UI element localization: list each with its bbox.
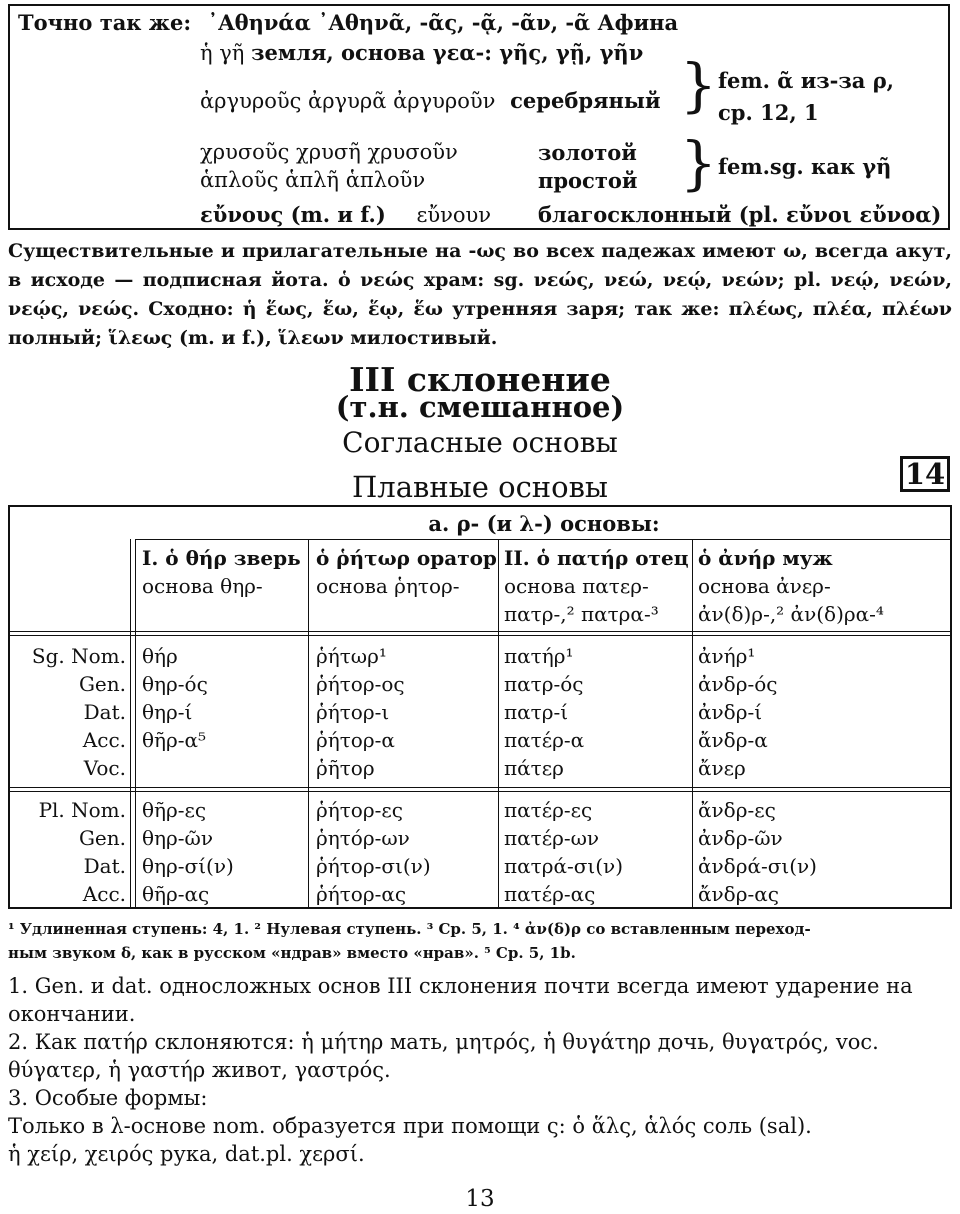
footnote-line: ¹ Удлиненная ступень: 4, 1. ² Нулевая ступень. ³ Ср. 5, 1. ⁴ ἀν(δ)ρ со вставленным переход- (8, 920, 811, 938)
ge-word: ἡ γῆ (200, 41, 245, 65)
row-label: Voc. (83, 756, 126, 780)
section-subtitle: (т.н. смешанное) (335, 390, 625, 424)
declension-table (8, 505, 952, 909)
form-cell: θῆρ-ας (142, 882, 210, 906)
column-divider (308, 539, 309, 907)
form-cell: ῥήτορ-σι(ν) (316, 854, 431, 878)
row-label: Acc. (82, 882, 126, 906)
haplous-note: fem.sg. как γῆ (718, 154, 892, 179)
note-3: 3. Особые формы: (8, 1086, 208, 1110)
row-label: Gen. (78, 826, 126, 850)
form-cell: ῥήτωρ¹ (316, 644, 387, 668)
right-brace: } (680, 51, 717, 119)
number-rule (10, 787, 950, 792)
line-athena (18, 10, 678, 35)
note-4: Только в λ-основе nom. образуется при помощи ς: ὁ ἅλς, ἁλός соль (sal). (8, 1114, 812, 1138)
col-header-ther: I. ὁ θήρ зверь (142, 546, 301, 570)
subsubsection-title: Плавные основы (351, 470, 608, 504)
note-1: 1. Gen. и dat. односложных основ III склонения почти всегда имеют ударение на окончании. (8, 974, 913, 1026)
row-label: Dat. (83, 854, 126, 878)
form-cell: ἀνδρά-σι(ν) (698, 854, 817, 878)
form-cell: ἄνδρ-ας (698, 882, 779, 906)
form-cell: θηρ-ί (142, 700, 193, 724)
section-title: III склонение (349, 360, 611, 399)
column-divider (692, 539, 693, 907)
chrysous-forms: χρυσοῦς χρυσῆ χρυσοῦν (200, 140, 458, 164)
form-cell: ῥήτορ-ος (316, 672, 405, 696)
form-cell: ἄνδρ-α (698, 728, 768, 752)
col-header-pater: II. ὁ πατήρ отец (504, 546, 689, 570)
col-header-rhetor: ὁ ῥήτωρ оратор (316, 546, 497, 570)
form-cell: πατέρ-ων (504, 826, 600, 850)
form-cell: πατήρ¹ (504, 644, 574, 668)
argyrous-note-1: fem. ᾶ из-за ρ, (718, 68, 894, 93)
footnote-line: ным звуком δ, как в русском «ндрав» вместо «нрав». ⁵ Ср. 5, 1b. (8, 944, 576, 962)
comparison-box (8, 4, 950, 230)
form-cell: πατρ-ί (504, 700, 569, 724)
row-label: Gen. (78, 672, 126, 696)
table-caption: a. ρ- (и λ-) основы: (428, 511, 660, 536)
notes-block (8, 972, 952, 1168)
chrysous-meaning: золотой (538, 140, 637, 165)
form-cell: θῆρ-α⁵ (142, 728, 207, 752)
form-cell: πατέρ-α (504, 728, 585, 752)
col-stem-ther: основа θηρ- (142, 574, 263, 598)
row-label: Pl. Nom. (38, 798, 126, 822)
subsection-title: Согласные основы (342, 426, 618, 459)
haplous-meaning: простой (538, 168, 638, 193)
ge-forms: земля, основа γεα-: γῆς, γῇ, γῆν (251, 40, 644, 65)
note-5: ἡ χείρ, χειρός рука, dat.pl. χερσί. (8, 1142, 365, 1166)
argyrous-note-2: ср. 12, 1 (718, 100, 819, 125)
eunous-neuter: εὔνουν (416, 203, 492, 227)
row-label: Sg. Nom. (31, 644, 126, 668)
line-eunous (200, 202, 491, 227)
column-divider (498, 539, 499, 907)
col-stem-rhetor: основа ῥητορ- (316, 574, 460, 598)
eunous-forms: εὔνους (m. и f.) (200, 202, 386, 227)
argyrous-meaning: серебряный (510, 88, 661, 113)
note-2: 2. Как πατήρ склоняются: ἡ μήτηρ мать, μητρός, ἡ θυγάτηρ дочь, θυγατρός, voc. θύγατερ, ἡ γαστήρ живот, γαστρός. (8, 1030, 879, 1082)
eunous-meaning: благосклонный (pl. εὔνοι εὔνοα) (538, 202, 942, 227)
page-number: 13 (465, 1186, 495, 1212)
form-cell: θηρ-ῶν (142, 826, 214, 850)
line-chrysous (200, 140, 458, 164)
col-stem-aner: основа ἀνερ- (698, 574, 831, 598)
form-cell: θηρ-σί(ν) (142, 854, 234, 878)
form-cell: ἀνδρ-ός (698, 672, 778, 696)
form-cell: πατέρ-ας (504, 882, 596, 906)
header-rule (10, 631, 950, 636)
argyrous-forms: ἀργυροῦς ἀργυρᾶ ἀργυροῦν (200, 89, 496, 113)
caption-rule (136, 539, 950, 540)
row-label: Dat. (83, 700, 126, 724)
form-cell: θῆρ-ες (142, 798, 207, 822)
form-cell: πατρά-σι(ν) (504, 854, 623, 878)
form-cell: πατρ-ός (504, 672, 584, 696)
form-cell: ῥήτορ-ες (316, 798, 403, 822)
line-ge (200, 40, 643, 65)
form-cell: ἀνδρ-ῶν (698, 826, 783, 850)
form-cell: ἀνδρ-ί (698, 700, 763, 724)
col-stem-pater-alt: πατρ-,² πατρα-³ (504, 602, 659, 626)
col-header-aner: ὁ ἀνήρ муж (698, 546, 833, 570)
form-cell: ῥητόρ-ων (316, 826, 410, 850)
form-cell: ἄνδρ-ες (698, 798, 776, 822)
haplous-forms: ἁπλοῦς ἁπλῆ ἁπλοῦν (200, 168, 426, 192)
form-cell: ἄνερ (698, 756, 746, 780)
form-cell: ῥήτορ-ι (316, 700, 390, 724)
form-cell: θηρ-ός (142, 672, 208, 696)
col-stem-aner-alt: ἀν(δ)ρ-,² ἀν(δ)ρα-⁴ (698, 602, 884, 626)
rule-paragraph: Существительные и прилагательные на -ως во всех падежах имеют ω, всегда акут, в исходе — подписная йота. ὁ νεώς храм: sg. νεώς, νεώ, νεῴ, νεών; pl. νεῴ, νεών, νεῴς, νεώς. Сходно: ἡ ἕως, ἕω, ἕῳ, ἕω утренняя заря; так же: πλέως, πλέα, πλέων полный; ἵλεως (m. и f.), ἵλεων милостивый. (8, 240, 952, 349)
col-stem-pater: основа πατερ- (504, 574, 649, 598)
line-haplous (200, 168, 425, 192)
row-label: Acc. (82, 728, 126, 752)
form-cell: ῥήτορ-ας (316, 882, 407, 906)
form-cell: ἀνήρ¹ (698, 644, 756, 668)
athena-forms: ᾽Αθηνάα ᾽Αθηνᾶ, -ᾶς, -ᾷ, -ᾶν, -ᾶ Афина (207, 10, 679, 35)
form-cell: πάτερ (504, 756, 564, 780)
page-index-box: 14 (900, 456, 950, 492)
line-argyrous (200, 88, 661, 113)
form-cell: ῥῆτορ (316, 756, 375, 780)
form-cell: ῥήτορ-α (316, 728, 395, 752)
right-brace: } (680, 129, 717, 197)
form-cell: θήρ (142, 644, 178, 668)
form-cell: πατέρ-ες (504, 798, 593, 822)
line-label: Точно так же: (18, 10, 192, 35)
label-column-divider (130, 539, 136, 907)
